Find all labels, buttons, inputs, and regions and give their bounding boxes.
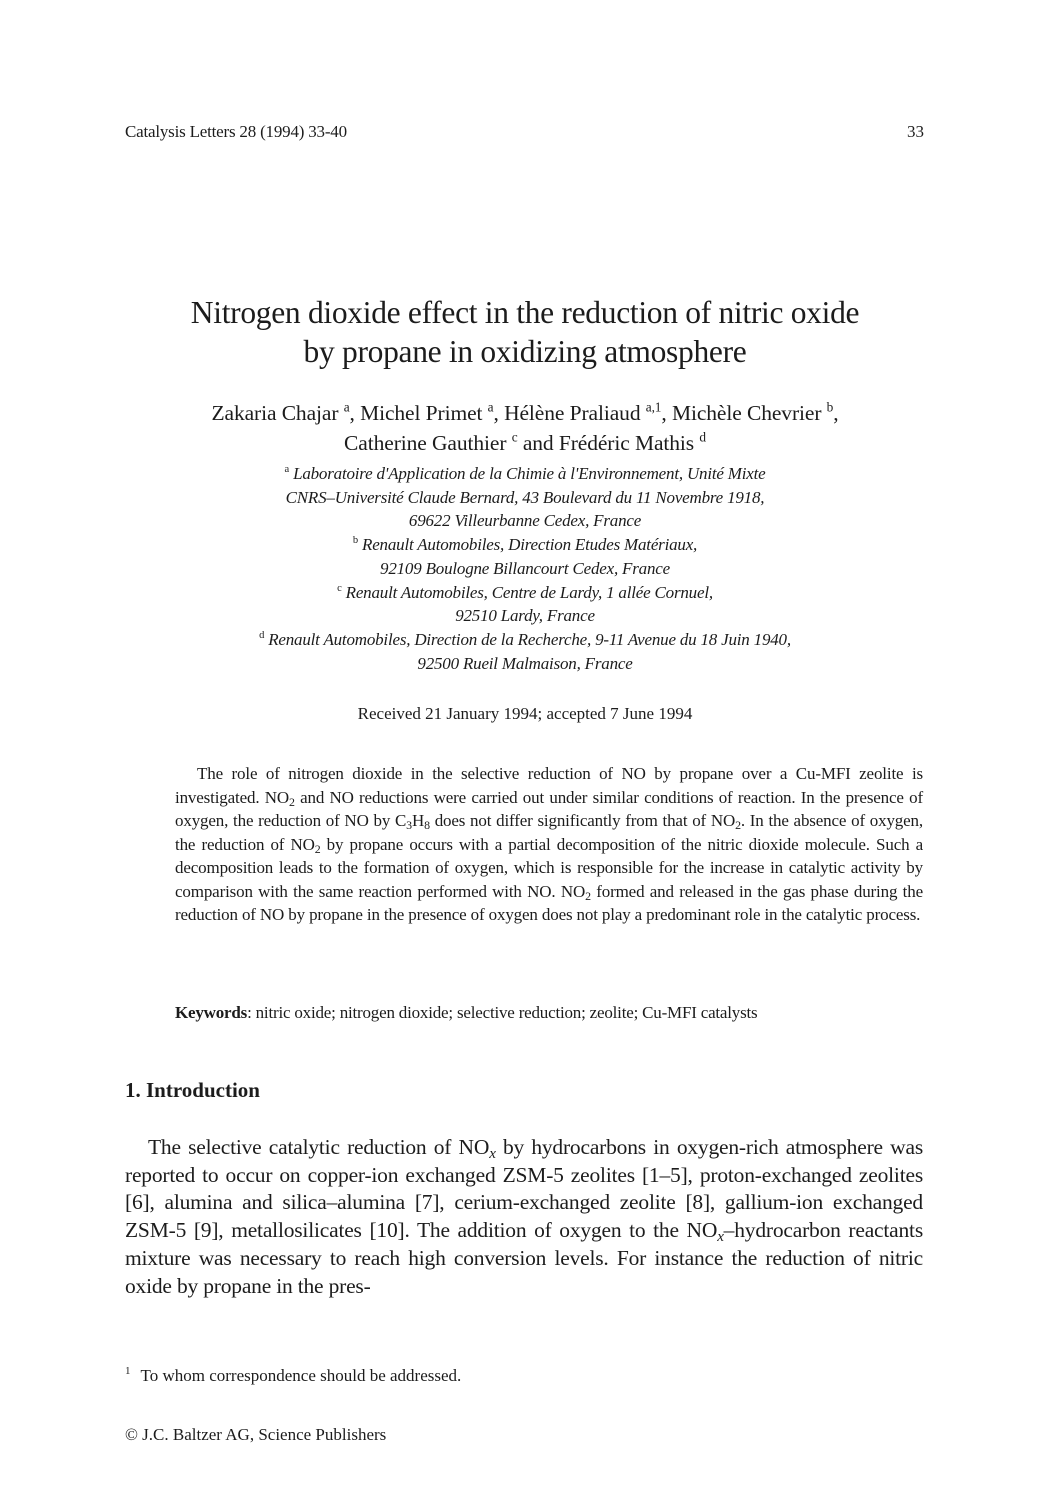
affiliation-line: Laboratoire d'Application de la Chimie à l'Environnement, Unité Mixte [293,464,766,483]
abstract-text: does not differ significantly from that of NO [429,811,736,830]
abstract-text: formed and released in the gas phase during the reduction of NO by propane in the presence of oxygen does not play a predominant role in the catalytic process. [175,881,923,924]
subscript: x [717,1228,724,1245]
author-affiliation-mark: d [699,429,706,445]
keywords [175,1003,935,1023]
page-number: 33 [907,122,924,141]
author-separator: , [661,401,667,425]
affiliation-mark: d [259,630,265,642]
affiliation-list [80,462,970,675]
author-name: Catherine Gauthier [344,431,507,455]
affiliation-line: Renault Automobiles, Centre de Lardy, 1 allée Cornuel, [345,582,713,602]
author-name: Michèle Chevrier [671,401,822,425]
author-separator: , [833,401,839,425]
keywords-text: : nitric oxide; nitrogen dioxide; selective reduction; zeolite; Cu-MFI catalysts [247,1003,758,1022]
footnote-mark: 1 [125,1364,131,1377]
paper-title [80,293,970,371]
subscript: 2 [289,794,295,809]
affiliation-line: 92109 Boulogne Billancourt Cedex, France [380,558,670,578]
affiliation-mark: a [284,464,290,476]
author-affiliation-mark: b [826,399,834,415]
section-heading: 1. Introduction [125,1078,260,1102]
subscript: 2 [314,841,321,856]
body-text: –hydrocarbon reactants mixture was necessary to reach high conversion levels. For instance the reduction of nitric oxide by propane in the pres- [125,1218,923,1298]
author-name: Hélène Praliaud [504,401,641,425]
body-text: The selective catalytic reduction of NO [148,1135,490,1159]
subscript: 2 [735,817,741,832]
subscript: 2 [585,888,591,903]
abstract-text: The role of nitrogen dioxide in the selective reduction of NO by propane over a Cu-MFI zeolite is investigated. NO [175,764,923,807]
abstract [175,762,923,927]
author-affiliation-mark: a,1 [645,399,662,415]
copyright-notice: © J.C. Baltzer AG, Science Publishers [125,1425,387,1444]
affiliation-b [80,533,970,580]
subscript: 3 [406,817,412,832]
affiliation-d [80,628,970,675]
subscript: x [489,1145,496,1162]
abstract-text: and NO reductions were carried out under similar conditions of reaction. In the presence of oxygen, the reduction of NO by C [175,787,923,830]
author-separator: , [493,401,499,425]
introduction-paragraph [125,1134,923,1300]
abstract-text: . In the absence of oxygen, the reduction of NO [175,811,923,854]
affiliation-line: 92510 Lardy, France [455,606,595,626]
received-date: Received 21 January 1994; accepted 7 June 1994 [357,704,693,723]
footnote-text: To whom correspondence should be addressed. [140,1366,462,1385]
author-affiliation-mark: c [511,429,518,445]
author-affiliation-mark: a [487,399,494,415]
affiliation-line: Renault Automobiles, Direction Etudes Matériaux, [362,535,698,555]
affiliation-c [80,581,970,628]
affiliation-line: 69622 Villeurbanne Cedex, France [408,511,642,531]
author-separator: and [522,431,554,455]
subscript: 8 [424,817,430,832]
affiliation-mark: c [337,582,342,594]
journal-reference: Catalysis Letters 28 (1994) 33-40 [125,122,347,141]
affiliation-line: 92500 Rueil Malmaison, France [417,653,633,673]
affiliation-line: CNRS–Université Claude Bernard, 43 Boulevard du 11 Novembre 1918, [285,487,765,507]
body-text: by hydrocarbons in oxygen-rich atmosphere was reported to occur on copper-ion exchanged ZSM-5 zeolites [1–5], proton-exchanged zeolites [6], alumina and silica–alumina [7], cerium-exchanged zeolite [8], gallium-ion exchanged ZSM-5 [9], metallosilicates [10]. The addition of oxygen to the NO [125,1135,923,1243]
title-line-1: Nitrogen dioxide effect in the reduction of nitric oxide [190,295,860,330]
title-line-2: by propane in oxidizing atmosphere [303,334,747,369]
author-name: Zakaria Chajar [211,401,339,425]
author-affiliation-mark: a [343,399,350,415]
author-separator: , [349,401,355,425]
keywords-label: Keywords [175,1003,248,1022]
abstract-text: H [411,811,425,830]
footnote [125,1366,461,1386]
author-name: Frédéric Mathis [558,431,695,455]
affiliation-mark: b [352,535,358,547]
affiliation-a [80,462,970,533]
affiliation-line: Renault Automobiles, Direction de la Recherche, 9-11 Avenue du 18 Juin 1940, [268,629,791,649]
abstract-text: by propane occurs with a partial decomposition of the nitric dioxide molecule. Such a decomposition leads to the formation of oxygen, which is responsible for the increase in catalytic activity by comparison with the same reaction performed with NO. NO [175,834,923,901]
author-list [80,398,970,458]
author-name: Michel Primet [360,401,483,425]
